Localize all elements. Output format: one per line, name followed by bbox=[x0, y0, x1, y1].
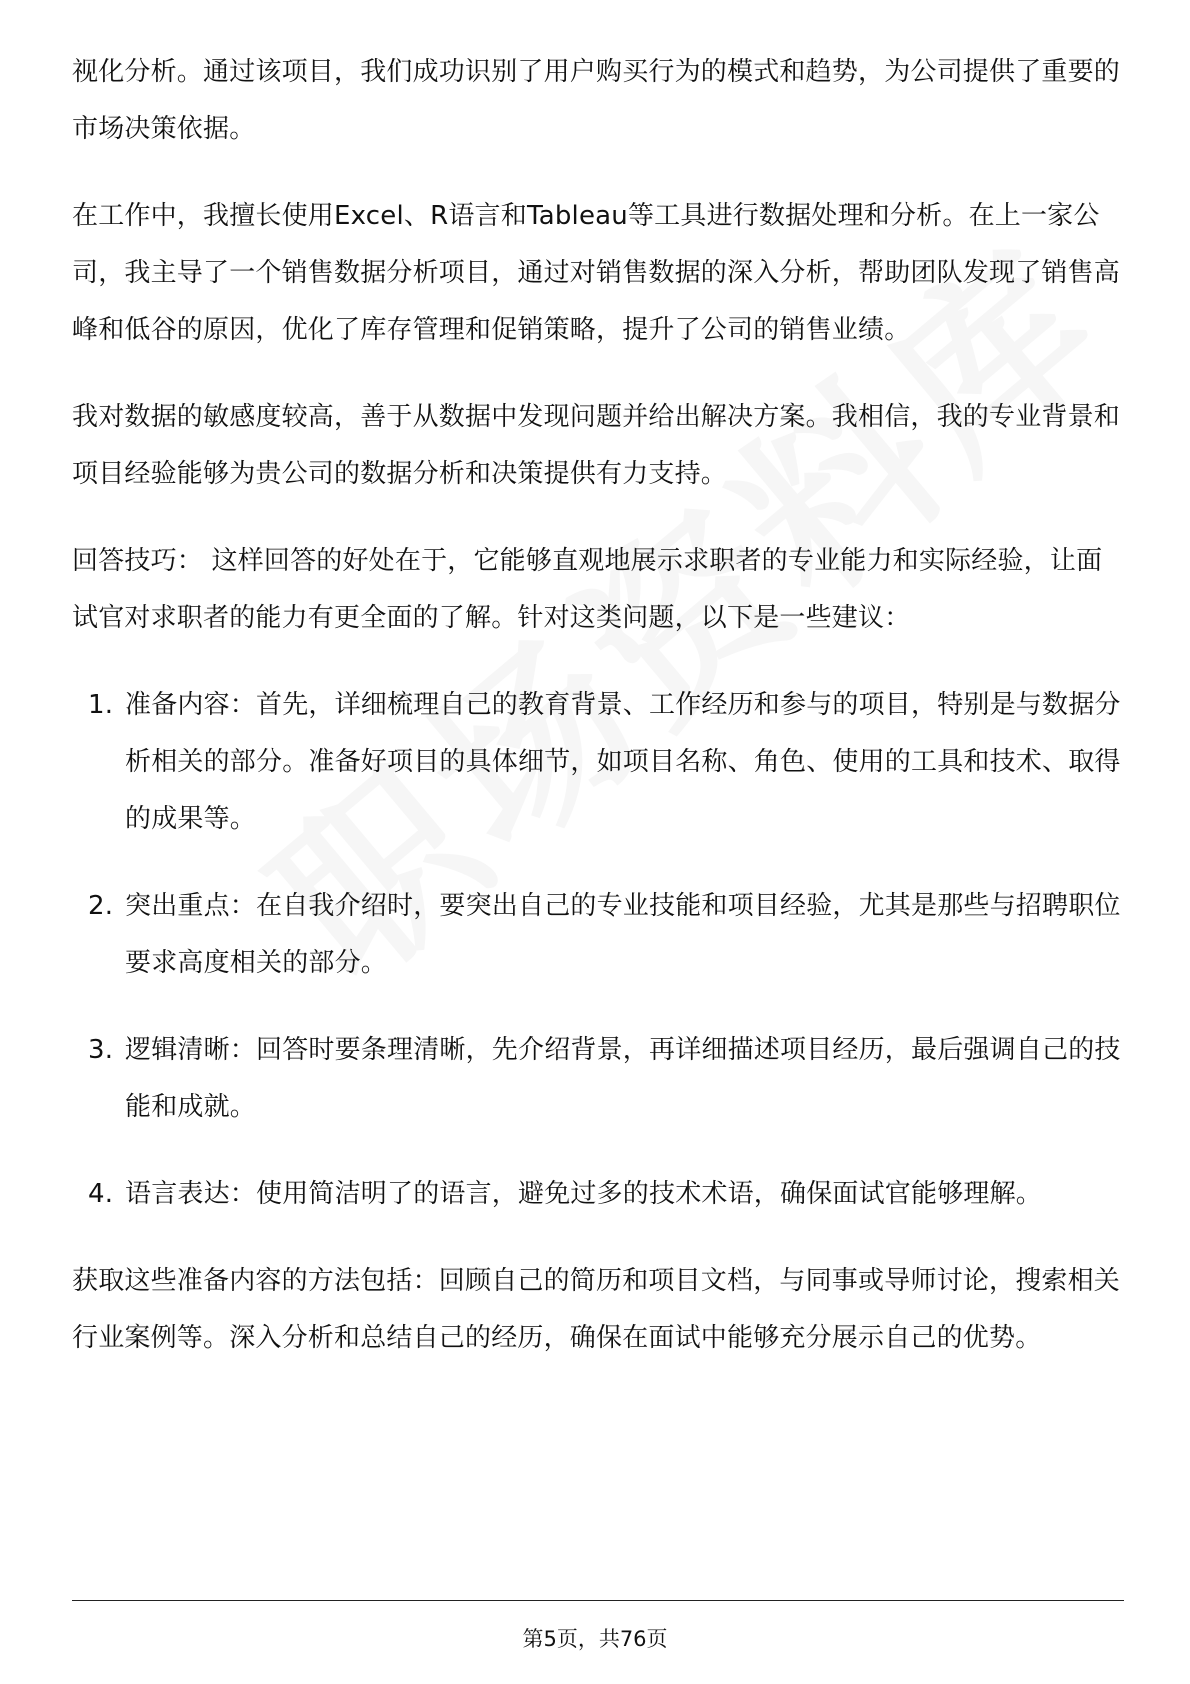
list-item-text: 逻辑清晰：回答时要条理清晰，先介绍背景，再详细描述项目经历，最后强调自己的技能和成就。 bbox=[125, 1035, 1121, 1122]
paragraph-continuation: 视化分析。通过该项目，我们成功识别了用户购买行为的模式和趋势，为公司提供了重要的市场决策依据。 bbox=[72, 57, 1121, 144]
paragraph-data-sensitivity: 我对数据的敏感度较高，善于从数据中发现问题并给出解决方案。我相信，我的专业背景和项目经验能够为贵公司的数据分析和决策提供有力支持。 bbox=[72, 402, 1121, 489]
page-content bbox=[72, 44, 1124, 1397]
list-item-text: 语言表达：使用简洁明了的语言，避免过多的技术术语，确保面试官能够理解。 bbox=[125, 1179, 1043, 1209]
list-item bbox=[72, 677, 1124, 848]
list-item-number: 3. bbox=[88, 1035, 114, 1065]
paragraph-preparation-methods: 获取这些准备内容的方法包括：回顾自己的简历和项目文档，与同事或导师讨论，搜索相关行业案例等。深入分析和总结自己的经历，确保在面试中能够充分展示自己的优势。 bbox=[72, 1266, 1121, 1353]
list-item-text: 突出重点：在自我介绍时，要突出自己的专业技能和项目经验，尤其是那些与招聘职位要求高度相关的部分。 bbox=[125, 891, 1121, 978]
paragraph-answer-tips: 回答技巧： 这样回答的好处在于，它能够直观地展示求职者的专业能力和实际经验，让面试官对求职者的能力有更全面的了解。针对这类问题，以下是一些建议： bbox=[72, 546, 1103, 633]
suggestion-list bbox=[72, 677, 1124, 1223]
paragraph-work-experience: 在工作中，我擅长使用Excel、R语言和Tableau等工具进行数据处理和分析。在上一家公司，我主导了一个销售数据分析项目，通过对销售数据的深入分析，帮助团队发现了销售高峰和低谷的原因，优化了库存管理和促销策略，提升了公司的销售业绩。 bbox=[72, 201, 1121, 345]
page-number: 第5页，共76页 bbox=[522, 1627, 668, 1651]
list-item bbox=[72, 1022, 1124, 1136]
list-item-number: 1. bbox=[88, 690, 114, 720]
list-item-text: 准备内容：首先，详细梳理自己的教育背景、工作经历和参与的项目，特别是与数据分析相关的部分。准备好项目的具体细节，如项目名称、角色、使用的工具和技术、取得的成果等。 bbox=[125, 690, 1121, 834]
list-item-number: 2. bbox=[88, 891, 114, 921]
list-item bbox=[72, 878, 1124, 992]
footer-divider bbox=[72, 1600, 1124, 1601]
list-item bbox=[72, 1166, 1124, 1223]
list-item-number: 4. bbox=[88, 1179, 114, 1209]
